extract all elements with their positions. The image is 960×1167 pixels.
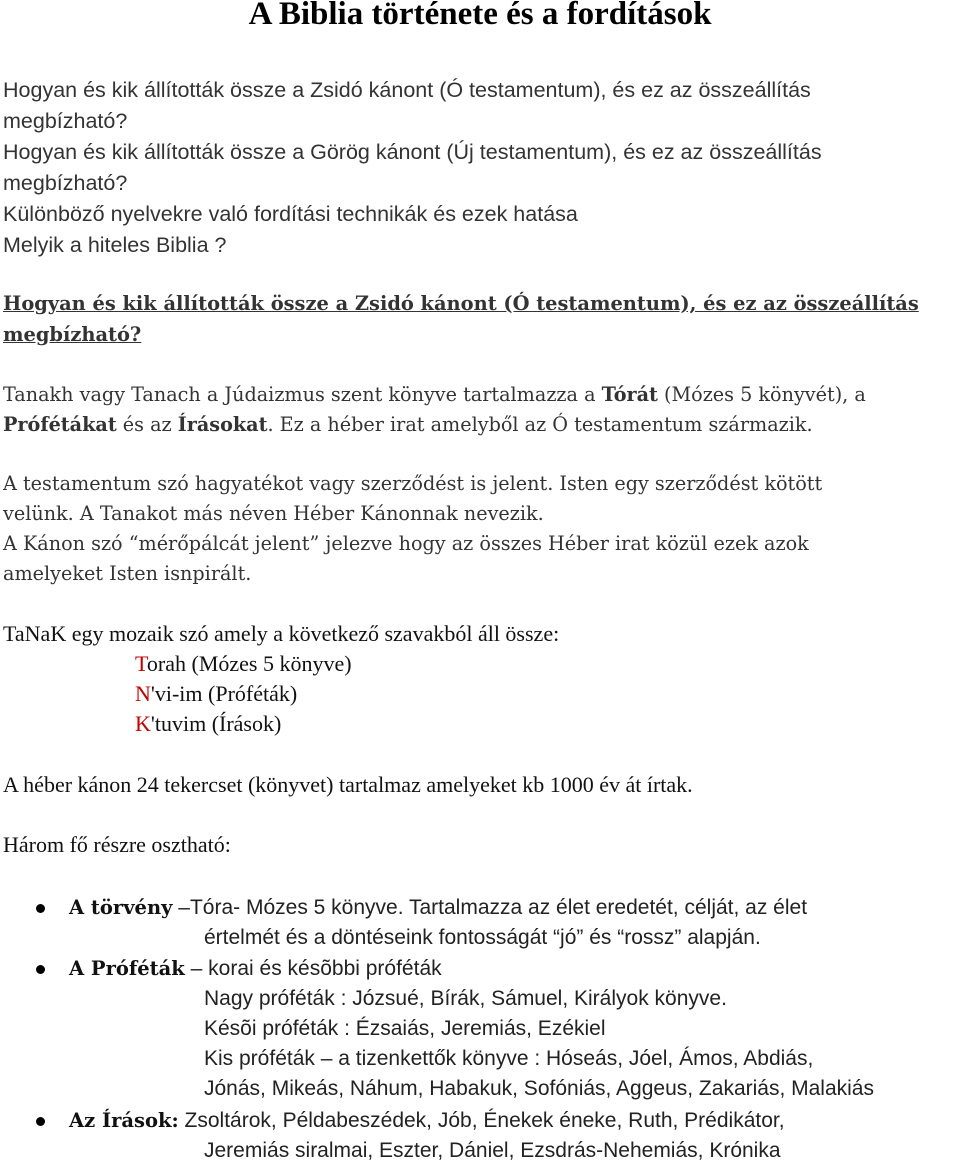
- text: (Mózes 5 könyvét), a: [657, 383, 866, 406]
- bullet-writings: [69, 1106, 785, 1136]
- prophets-line: Jónás, Mikeás, Náhum, Habakuk, Sofóniás, Aggeus, Zakariás, Malakiás: [204, 1077, 874, 1100]
- acronym-rest: 'vi-im (Próféták): [150, 681, 298, 706]
- bullet-dot: [36, 904, 45, 913]
- bullet-law: [69, 893, 807, 923]
- acronym-letter: N: [135, 681, 151, 706]
- toc-line: megbízható?: [3, 171, 128, 195]
- scrolls-sentence: A héber kánon 24 tekercset (könyvet) tartalmaz amelyeket kb 1000 év át írtak.: [3, 772, 693, 797]
- bullet-dot: [36, 1117, 45, 1126]
- section-heading: [3, 288, 958, 350]
- bullet-dot: [36, 965, 45, 974]
- torah-bold: Tórát: [601, 383, 658, 406]
- writings-bold: Írásokat: [177, 413, 268, 436]
- bullet-text: –Tóra- Mózes 5 könyve. Tartalmazza az élet eredetét, célját, az élet: [172, 896, 808, 919]
- prophets-line: Késõi próféták : Ézsaiás, Jeremiás, Ezékiel: [204, 1017, 606, 1040]
- bullet-text: – korai és késõbbi próféták: [184, 957, 442, 980]
- acronym-letter: T: [135, 651, 147, 676]
- acronym-rest: 'tuvim (Írások): [150, 711, 282, 736]
- text-line: velünk. A Tanakot más néven Héber Kánonnak nevezik.: [3, 502, 544, 525]
- acronym-item: [135, 649, 352, 679]
- prophets-line: Kis próféták – a tizenkettők könyve : Hóseás, Jóel, Ámos, Abdiás,: [204, 1047, 814, 1070]
- bullet-bold: A Próféták: [69, 957, 185, 980]
- toc-line: Hogyan és kik állították össze a Görög kánont (Új testamentum), és ez az összeállítás: [3, 140, 822, 164]
- bullet-continuation: Jeremiás siralmai, Eszter, Dániel, Ezsdrás-Nehemiás, Krónika: [204, 1139, 781, 1162]
- text: és az: [116, 413, 178, 436]
- bullet-prophets: [69, 954, 442, 984]
- bullet-continuation: értelmét és a döntéseink fontosságát “jó” és “rossz” alapján.: [204, 926, 761, 949]
- testament-paragraph: [3, 469, 958, 589]
- toc-line: Hogyan és kik állították össze a Zsidó kánont (Ó testamentum), és ez az összeállítás: [3, 78, 811, 102]
- acronym-item: [135, 709, 281, 739]
- tanak-acronym-intro: TaNaK egy mozaik szó amely a következő szavakból áll össze:: [3, 621, 560, 646]
- table-of-contents: [3, 75, 958, 261]
- tanakh-intro-paragraph: [3, 380, 958, 440]
- bullet-text: Zsoltárok, Példabeszédek, Jób, Énekek éneke, Ruth, Prédikátor,: [178, 1109, 785, 1132]
- three-parts-sentence: Három fő részre osztható:: [3, 832, 231, 857]
- acronym-item: [135, 679, 297, 709]
- text-line: A Kánon szó “mérőpálcát jelent” jelezve hogy az összes Héber irat közül ezek azok: [3, 532, 809, 555]
- acronym-rest: orah (Mózes 5 könyve): [146, 651, 352, 676]
- text: Tanakh vagy Tanach a Júdaizmus szent könyve tartalmazza a: [3, 383, 602, 406]
- section-heading-line: Hogyan és kik állították össze a Zsidó kánont (Ó testamentum), és ez az összeállítás: [3, 292, 919, 315]
- bullet-bold: Az Írások:: [69, 1109, 179, 1132]
- page-title: A Biblia története és a fordítások: [248, 0, 712, 32]
- acronym-letter: K: [135, 711, 151, 736]
- prophets-line: Nagy próféták : Józsué, Bírák, Sámuel, Királyok könyve.: [204, 987, 727, 1010]
- text-line: amelyeket Isten isnpirált.: [3, 562, 252, 585]
- toc-line: Különböző nyelvekre való fordítási technikák és ezek hatása: [3, 202, 578, 226]
- toc-line: megbízható?: [3, 109, 128, 133]
- text: . Ez a héber irat amelyből az Ó testamentum származik.: [267, 413, 813, 436]
- toc-line: Melyik a hiteles Biblia ?: [3, 233, 227, 257]
- text-line: A testamentum szó hagyatékot vagy szerződést is jelent. Isten egy szerződést kötött: [3, 472, 823, 495]
- prophets-bold: Prófétákat: [3, 413, 117, 436]
- bullet-bold: A törvény: [69, 896, 173, 919]
- section-heading-line: megbízható?: [3, 323, 142, 346]
